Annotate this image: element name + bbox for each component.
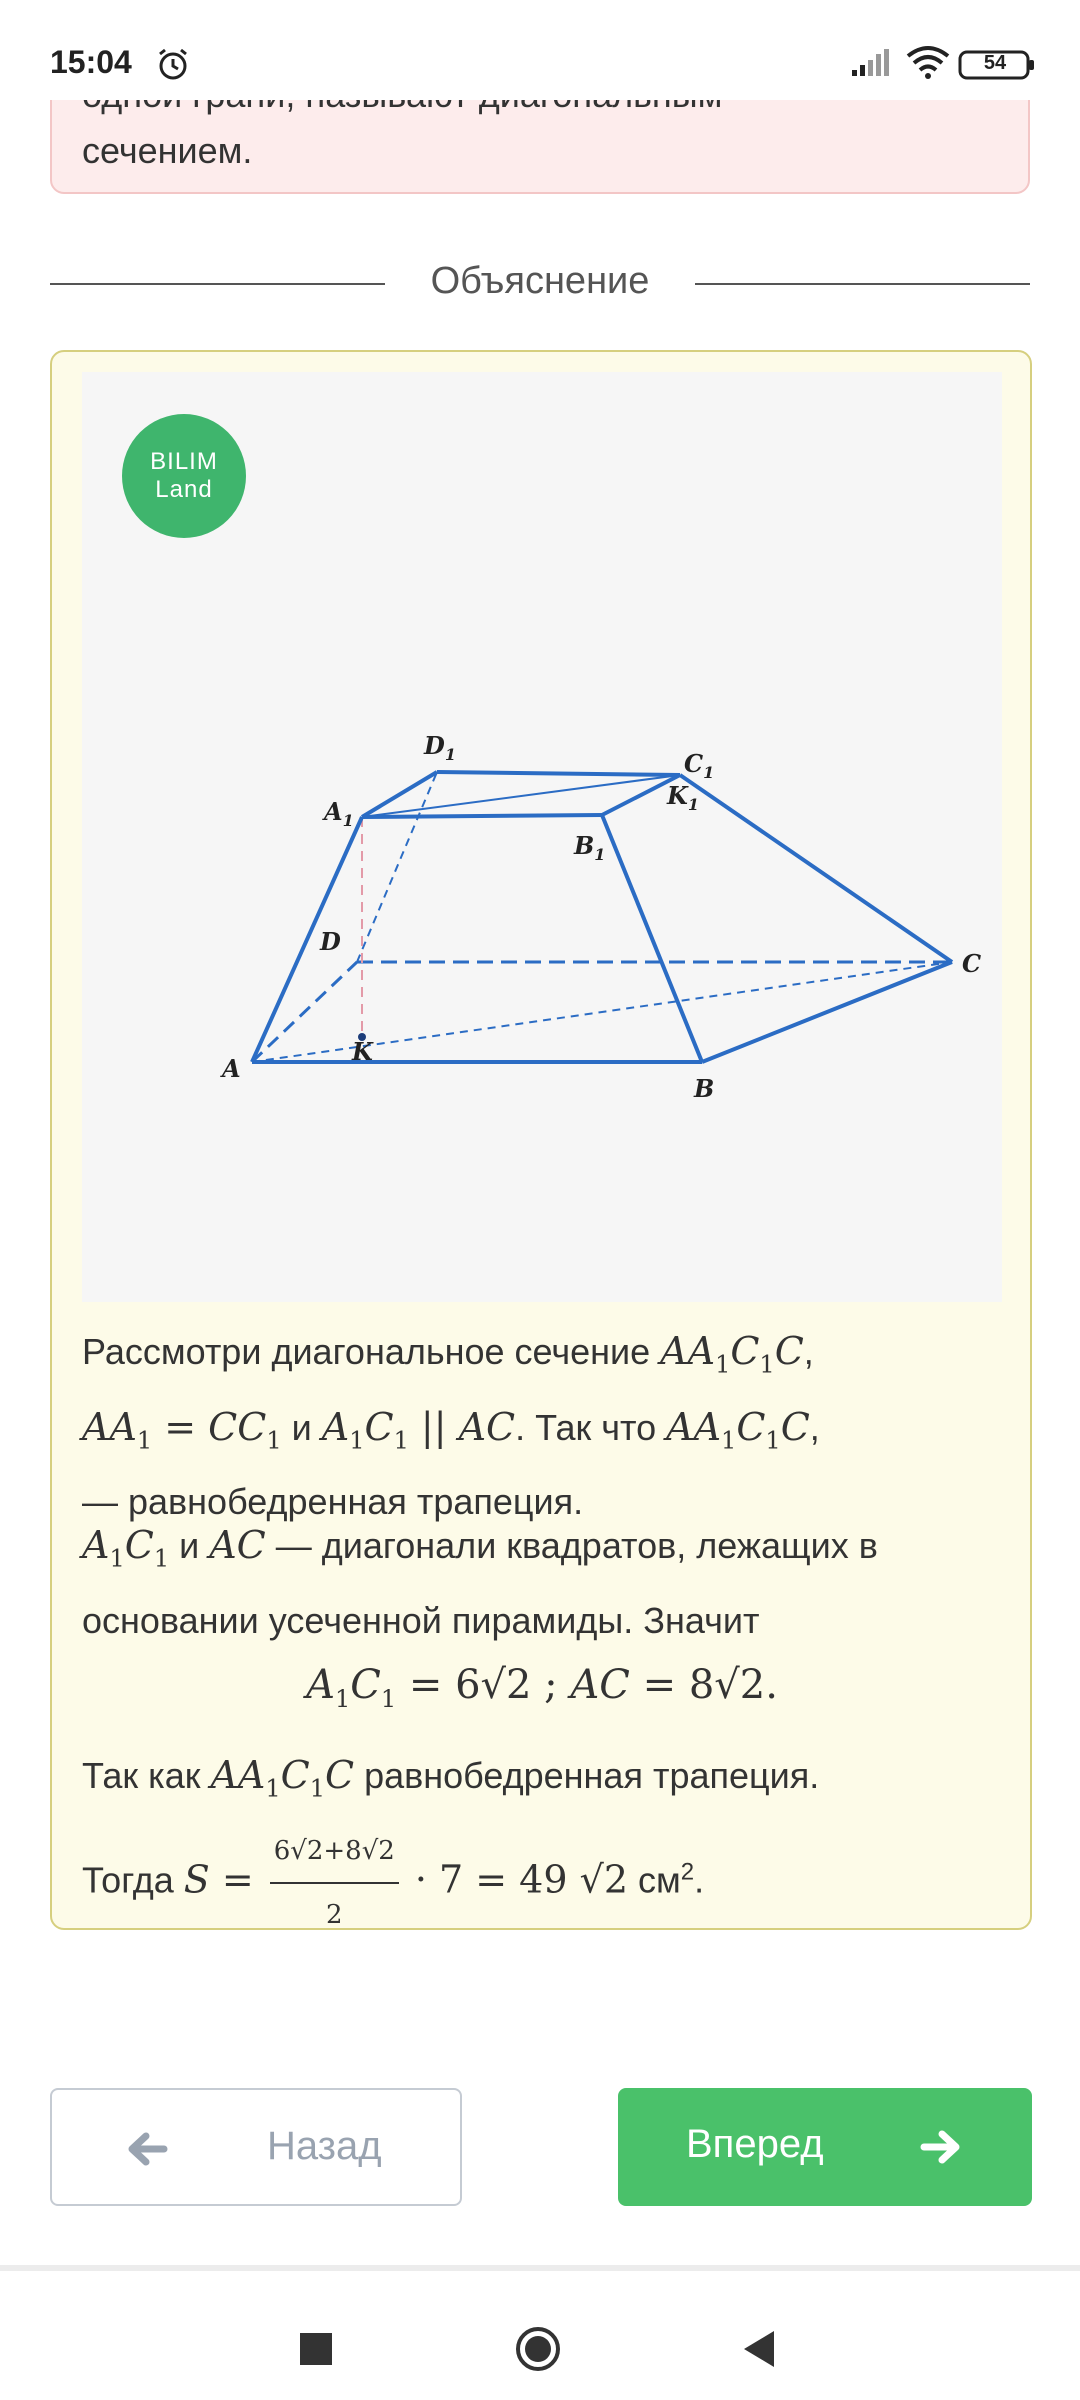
status-bar bbox=[0, 0, 1080, 100]
text-fragment: . Так что bbox=[515, 1406, 657, 1448]
formula-A1C1: $A_1C_1$ bbox=[82, 1523, 170, 1573]
text-fragment: Так как bbox=[82, 1755, 201, 1796]
info-text-line2: сечением. bbox=[82, 130, 253, 171]
explanation-paragraph-1: Рассмотри диагональное сечение $AA_1C_1C$, $AA_1 = CC_1$ и $A_1C_1$ || AC. Так что $AA_1C_1C$, — равнобедренная трапеция. bbox=[82, 1329, 820, 1523]
vertex-label-K1: $K_1$ bbox=[667, 781, 699, 814]
logo-text-line2: Land bbox=[155, 476, 213, 503]
vertex-label-A: A bbox=[222, 1054, 241, 1083]
explanation-paragraph-2 bbox=[82, 1514, 1012, 1652]
text-fragment: — диагонали квадратов, лежащих в основании усеченной пирамиды. Значит bbox=[82, 1525, 878, 1641]
battery-level: 54 bbox=[983, 52, 1007, 74]
back-triangle-icon[interactable] bbox=[740, 2329, 778, 2369]
text-fragment: Тогда bbox=[82, 1859, 174, 1901]
divider-rule-left bbox=[50, 283, 385, 285]
divider-label: Объяснение bbox=[430, 260, 650, 302]
logo-text-line1: BILIM bbox=[150, 448, 218, 475]
unit-cm: см bbox=[638, 1859, 681, 1901]
next-button-label: Вперед bbox=[686, 2122, 824, 2166]
back-button-label: Назад bbox=[267, 2124, 382, 2168]
explanation-paragraph-4: Тогда S = $\frac{6√2+8√2}{2}$ · 7 = 49 √2 $см^2$. bbox=[82, 1820, 1012, 1946]
next-button[interactable] bbox=[618, 2088, 1032, 2206]
explanation-card bbox=[50, 350, 1032, 1930]
divider-rule-right bbox=[695, 283, 1030, 285]
explanation-paragraph-3 bbox=[82, 1744, 1012, 1820]
arrow-left-icon bbox=[124, 2126, 170, 2172]
text-fragment: Рассмотри диагональное сечение bbox=[82, 1331, 651, 1372]
formula-AA1C1C-2: $AA_1C_1C$ bbox=[666, 1404, 810, 1455]
formula-AA1C1C: $AA_1C_1C$ bbox=[660, 1329, 804, 1379]
wifi-icon bbox=[905, 44, 951, 80]
fraction-area bbox=[270, 1820, 399, 1946]
formula-AC: AC bbox=[209, 1523, 266, 1567]
vertex-label-B1: $B_1$ bbox=[574, 831, 606, 864]
fraction-denominator: 2 bbox=[326, 1900, 343, 1930]
signal-icon bbox=[850, 48, 890, 78]
text-fragment: — равнобедренная трапеция. bbox=[82, 1481, 584, 1523]
text-fragment: и bbox=[179, 1525, 200, 1566]
home-icon[interactable] bbox=[514, 2325, 562, 2373]
formula-AA1C1C-3: $AA_1C_1C$ bbox=[210, 1753, 355, 1803]
formula-area: S = bbox=[183, 1857, 254, 1902]
vertex-label-C1: $C_1$ bbox=[684, 749, 715, 782]
vertex-label-A1: $A_1$ bbox=[324, 797, 354, 830]
fraction-numerator: 6√2+8√2 bbox=[270, 1820, 399, 1884]
vertex-label-K: K bbox=[352, 1037, 373, 1066]
text-fragment: и bbox=[291, 1406, 312, 1448]
recent-apps-icon[interactable] bbox=[300, 2333, 332, 2365]
formula-AA1-eq-CC1: $AA_1 = CC_1$ bbox=[82, 1404, 282, 1455]
vertex-label-D1: $D_1$ bbox=[424, 731, 456, 764]
text-fragment: равнобедренная трапеция. bbox=[364, 1755, 820, 1796]
formula-diagonals: $A_1C_1 = 6√2$ ; AC = 8√2. bbox=[306, 1662, 778, 1713]
formula-area-result: · 7 = 49 √2 bbox=[414, 1857, 628, 1902]
formula-A1C1-parallel-AC: $A_1C_1$ || AC bbox=[321, 1404, 516, 1455]
system-nav-bar bbox=[0, 2271, 1080, 2400]
arrow-right-icon bbox=[918, 2124, 964, 2170]
vertex-label-C: C bbox=[962, 949, 982, 978]
bilimland-logo bbox=[122, 414, 246, 538]
explanation-divider bbox=[50, 260, 1030, 310]
back-button[interactable] bbox=[50, 2088, 462, 2206]
status-time: 15:04 bbox=[50, 44, 132, 80]
figure-area bbox=[82, 372, 1002, 1302]
vertex-label-B: B bbox=[694, 1074, 715, 1103]
vertex-label-D: D bbox=[320, 927, 341, 956]
alarm-icon bbox=[155, 46, 191, 82]
